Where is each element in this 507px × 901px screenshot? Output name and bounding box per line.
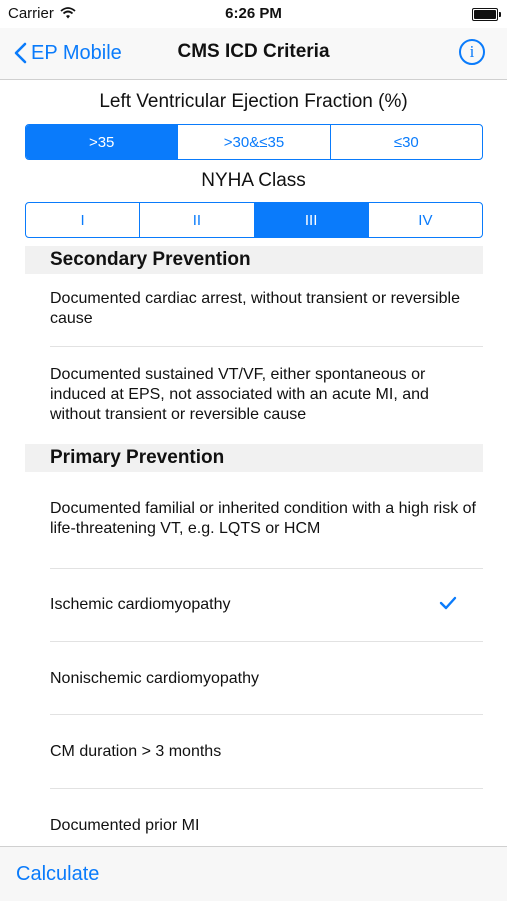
divider [50, 641, 483, 642]
primary-item-prior-mi[interactable]: Documented prior MI [50, 817, 200, 834]
primary-item-familial-condition[interactable]: Documented familial or inherited condition with a high risk of life-threatening VT, e.g. LQTS or HCM [50, 500, 476, 537]
lvef-label: Left Ventricular Ejection Fraction (%) [99, 91, 408, 112]
divider [50, 346, 483, 347]
info-icon[interactable]: i [459, 39, 485, 65]
primary-item-cm-duration[interactable]: CM duration > 3 months [50, 743, 222, 760]
status-bar [0, 0, 507, 28]
page-title: CMS ICD Criteria [177, 41, 330, 62]
nyha-option-iv[interactable]: IV [418, 211, 433, 229]
divider [50, 714, 483, 715]
calculate-button[interactable]: Calculate [16, 863, 100, 885]
navigation-bar [0, 28, 507, 80]
nyha-label: NYHA Class [201, 170, 306, 191]
primary-item-nonischemic-cm[interactable]: Nonischemic cardiomyopathy [50, 670, 259, 687]
carrier-label: Carrier [8, 5, 54, 22]
divider [50, 568, 483, 569]
primary-prevention-header: Primary Prevention [25, 444, 483, 472]
battery-icon [472, 8, 498, 21]
lvef-option-gt35[interactable]: >35 [26, 125, 178, 159]
back-button-label: EP Mobile [31, 41, 122, 64]
secondary-prevention-header: Secondary Prevention [25, 246, 483, 274]
secondary-item-cardiac-arrest[interactable]: Documented cardiac arrest, without transient or reversible cause [50, 290, 460, 327]
nyha-segmented-control [25, 202, 483, 238]
checkmark-icon [439, 596, 457, 615]
nyha-option-i[interactable]: I [26, 203, 140, 237]
lvef-segmented-control [25, 124, 483, 160]
primary-item-ischemic-cm[interactable]: Ischemic cardiomyopathy [50, 596, 231, 613]
secondary-item-sustained-vt-vf[interactable]: Documented sustained VT/VF, either spontaneous or induced at EPS, not associated with an acute MI, and without transient or reversible cause [50, 366, 429, 423]
divider [50, 788, 483, 789]
bottom-toolbar [0, 846, 507, 901]
criteria-form [0, 80, 507, 846]
nyha-option-ii[interactable]: II [140, 203, 254, 237]
nyha-option-iii[interactable]: III [255, 203, 369, 237]
lvef-option-le30[interactable]: ≤30 [393, 133, 419, 151]
lvef-option-30-35[interactable]: >30&≤35 [178, 125, 330, 159]
clock: 6:26 PM [225, 5, 282, 22]
